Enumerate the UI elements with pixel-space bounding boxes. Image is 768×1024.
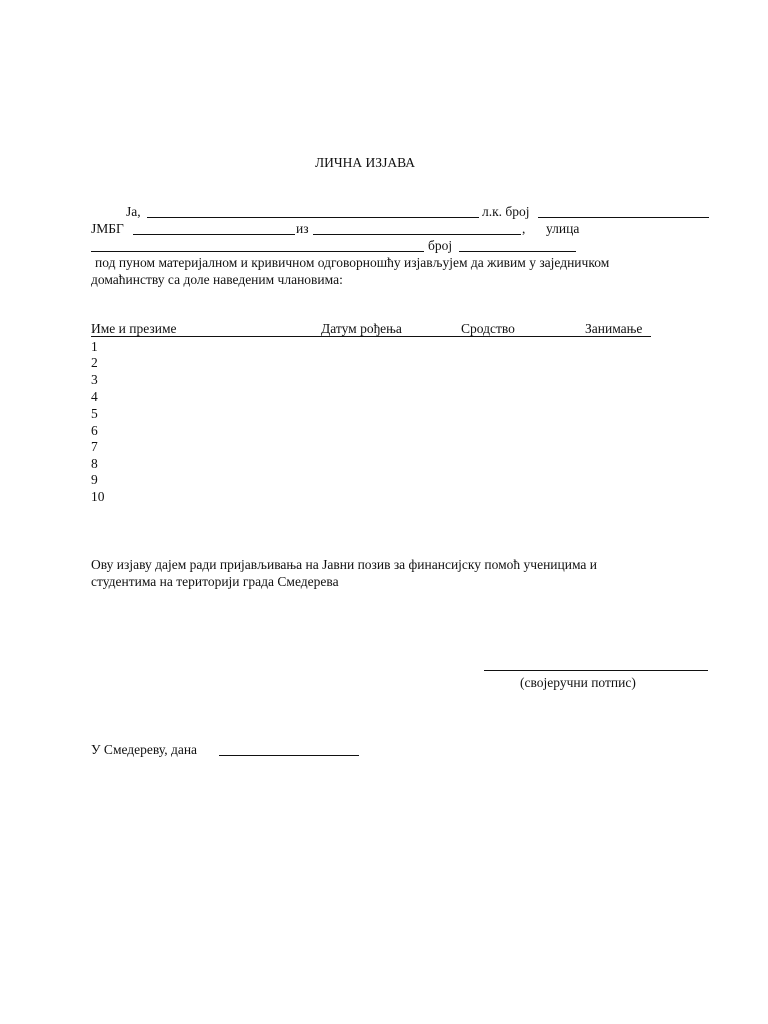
purpose-line-1: Ову изјаву дајем ради пријављивања на Јавни позив за финансијску помоћ ученицима и (91, 557, 598, 572)
header-occupation: Занимање (585, 321, 643, 336)
table-row-number: 8 (91, 456, 98, 471)
city-field[interactable] (313, 234, 521, 235)
header-relation: Сродство (461, 321, 515, 336)
table-row-number: 2 (91, 355, 98, 370)
household-table-header (91, 322, 651, 338)
statement-line-2: домаћинству са доле наведеним члановима: (91, 272, 343, 287)
purpose-line-2: студентима на територији града Смедерева (91, 574, 339, 589)
date-field[interactable] (219, 755, 359, 756)
table-row-number: 7 (91, 439, 98, 454)
house-number-label: број (428, 238, 453, 253)
signature-caption: (својеручни потпис) (520, 675, 636, 690)
from-label: из (296, 221, 309, 236)
jmbg-field[interactable] (133, 234, 295, 235)
statement-line-1: под пуном материјалном и кривичном одговорношћу изјављујем да живим у заједничком (95, 255, 610, 270)
jmbg-label: ЈМБГ (91, 221, 124, 236)
header-underline (91, 336, 651, 337)
street-label: улица (546, 221, 580, 236)
declarant-prefix: Ја, (126, 204, 141, 219)
table-row-number: 4 (91, 389, 98, 404)
id-card-number-field[interactable] (538, 217, 709, 218)
document-title: ЛИЧНА ИЗЈАВА (315, 155, 415, 170)
table-row-number: 1 (91, 339, 98, 354)
table-row-number: 6 (91, 423, 98, 438)
street-field[interactable] (91, 251, 424, 252)
signature-field[interactable] (484, 670, 708, 671)
comma-separator: , (522, 221, 526, 236)
header-birth-date: Датум рођења (321, 321, 402, 336)
table-row-number: 9 (91, 472, 98, 487)
table-row-number: 5 (91, 406, 98, 421)
table-row-number: 10 (91, 489, 105, 504)
place-date-label: У Смедереву, дана (91, 742, 198, 757)
table-row-number: 3 (91, 372, 98, 387)
header-full-name: Име и презиме (91, 321, 177, 336)
house-number-field[interactable] (459, 251, 576, 252)
declarant-name-field[interactable] (147, 217, 479, 218)
id-card-label: л.к. број (482, 204, 530, 219)
